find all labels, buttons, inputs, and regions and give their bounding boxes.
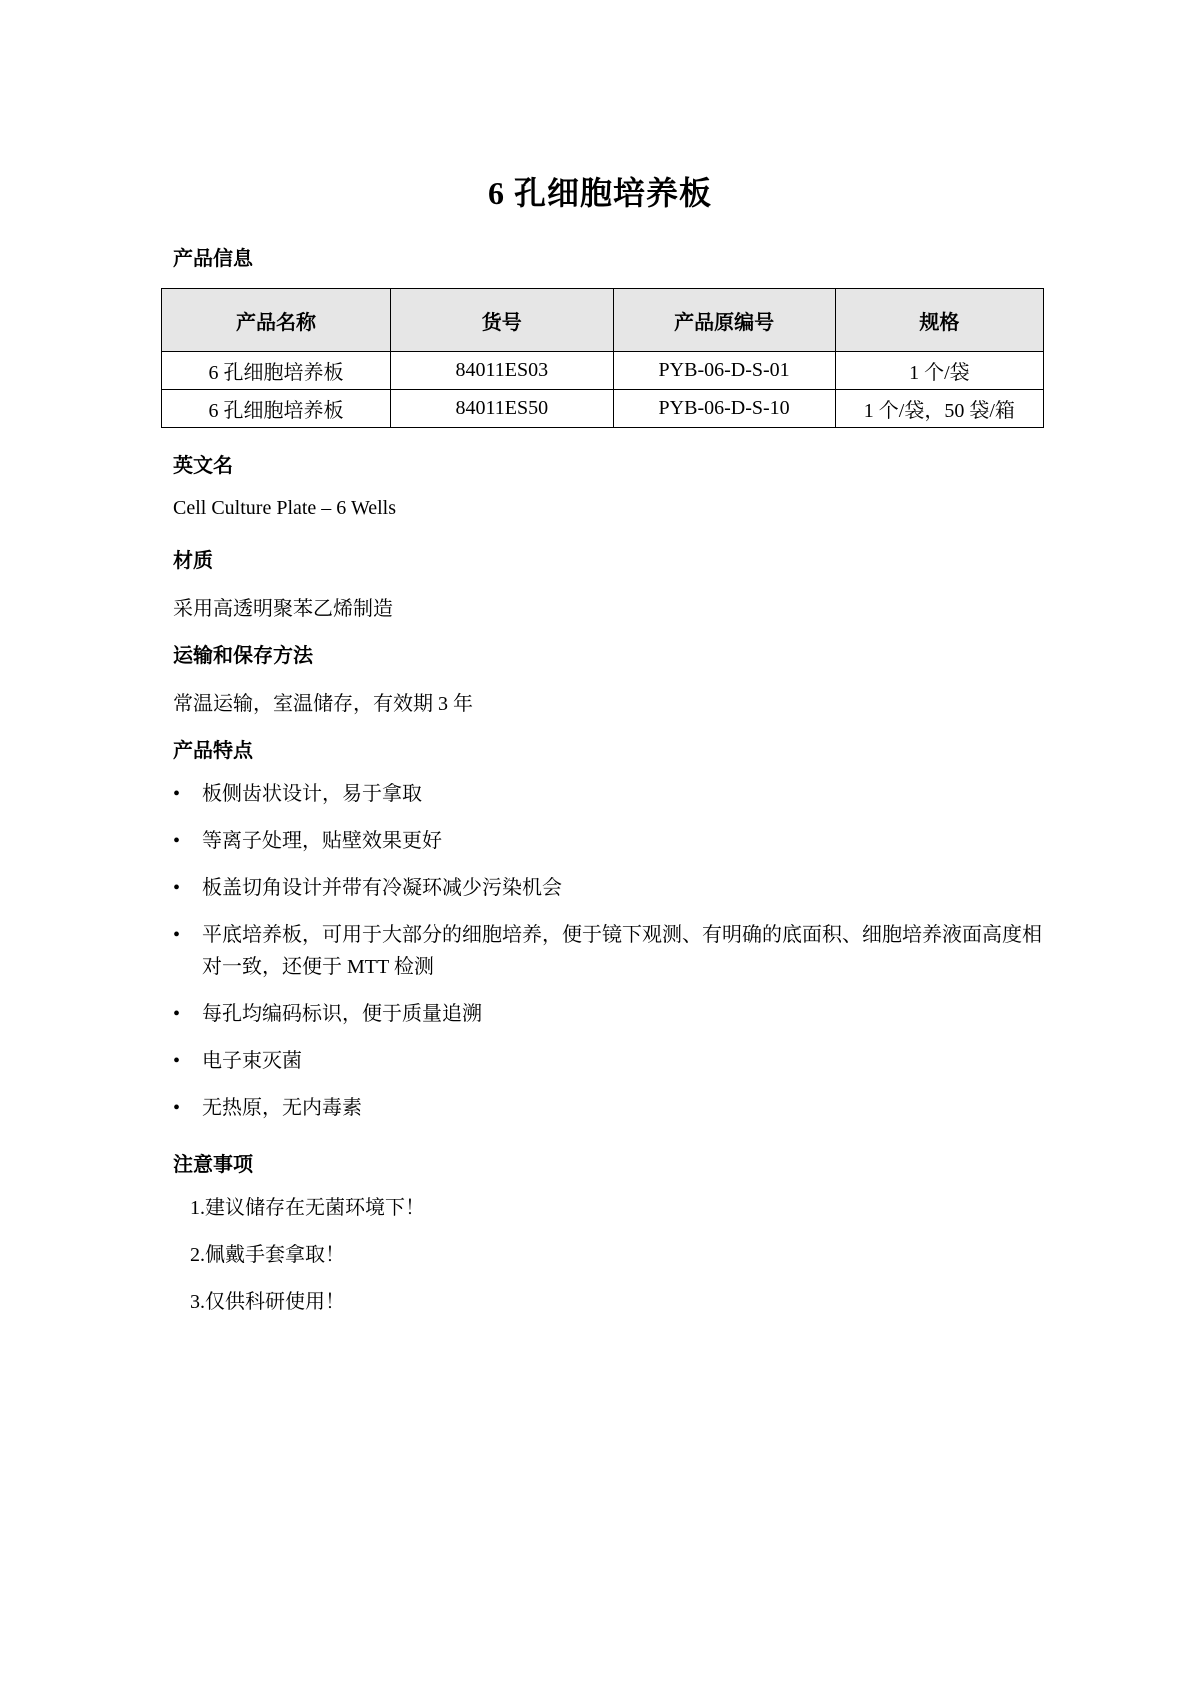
list-item <box>173 1045 1053 1077</box>
features-list <box>173 778 1053 1139</box>
bullet-marker: • <box>173 783 181 805</box>
table-cell: 1 个/袋 <box>835 352 1043 390</box>
table-cell: 84011ES03 <box>391 352 613 390</box>
heading-material: 材质 <box>173 550 213 572</box>
material-text: 采用高透明聚苯乙烯制造 <box>173 598 393 620</box>
heading-storage: 运输和保存方法 <box>173 645 313 667</box>
feature-text: 平底培养板，可用于大部分的细胞培养，便于镜下观测、有明确的底面积、细胞培养液面高度相对一致，还便于 MTT 检测 <box>202 924 1042 978</box>
list-item <box>173 919 1053 983</box>
feature-text: 板盖切角设计并带有冷凝环减少污染机会 <box>202 877 562 899</box>
table-header-cell: 产品名称 <box>162 289 391 352</box>
table-header-cell: 产品原编号 <box>613 289 835 352</box>
table-cell: 6 孔细胞培养板 <box>162 352 391 390</box>
list-item <box>173 825 1053 857</box>
notes-list <box>190 1194 425 1335</box>
list-item: 1.建议储存在无菌环境下！ <box>190 1197 425 1219</box>
table-cell: PYB-06-D-S-01 <box>613 352 835 390</box>
list-item <box>173 778 1053 810</box>
table-header-cell: 货号 <box>391 289 613 352</box>
product-info-table <box>161 288 1044 428</box>
bullet-marker: • <box>173 830 181 852</box>
list-item: 3.仅供科研使用！ <box>190 1291 345 1313</box>
list-item <box>173 1092 1053 1124</box>
table-header-row <box>162 289 1044 352</box>
list-item <box>173 998 1053 1030</box>
table-cell: 84011ES50 <box>391 390 613 428</box>
table-cell: 6 孔细胞培养板 <box>162 390 391 428</box>
feature-text: 板侧齿状设计，易于拿取 <box>202 783 422 805</box>
feature-text: 电子束灭菌 <box>202 1050 302 1072</box>
heading-product-info: 产品信息 <box>173 248 253 270</box>
table-cell: 1 个/袋，50 袋/箱 <box>835 390 1043 428</box>
bullet-marker: • <box>173 1097 181 1119</box>
feature-text: 无热原，无内毒素 <box>202 1097 362 1119</box>
table-row <box>162 390 1044 428</box>
list-item <box>173 872 1053 904</box>
table-row <box>162 352 1044 390</box>
feature-text: 等离子处理，贴壁效果更好 <box>202 830 442 852</box>
table-cell: PYB-06-D-S-10 <box>613 390 835 428</box>
heading-notes: 注意事项 <box>173 1154 253 1176</box>
feature-text: 每孔均编码标识，便于质量追溯 <box>202 1003 482 1025</box>
list-item: 2.佩戴手套拿取！ <box>190 1244 345 1266</box>
document-title: 6 孔细胞培养板 <box>487 175 712 211</box>
bullet-marker: • <box>173 1050 181 1072</box>
heading-features: 产品特点 <box>173 740 253 762</box>
table-header-cell: 规格 <box>835 289 1043 352</box>
heading-english-name: 英文名 <box>173 455 233 477</box>
english-name-text: Cell Culture Plate – 6 Wells <box>173 497 396 519</box>
bullet-marker: • <box>173 1003 181 1025</box>
bullet-marker: • <box>173 877 181 899</box>
bullet-marker: • <box>173 924 181 946</box>
storage-text: 常温运输，室温储存，有效期 3 年 <box>173 693 473 715</box>
